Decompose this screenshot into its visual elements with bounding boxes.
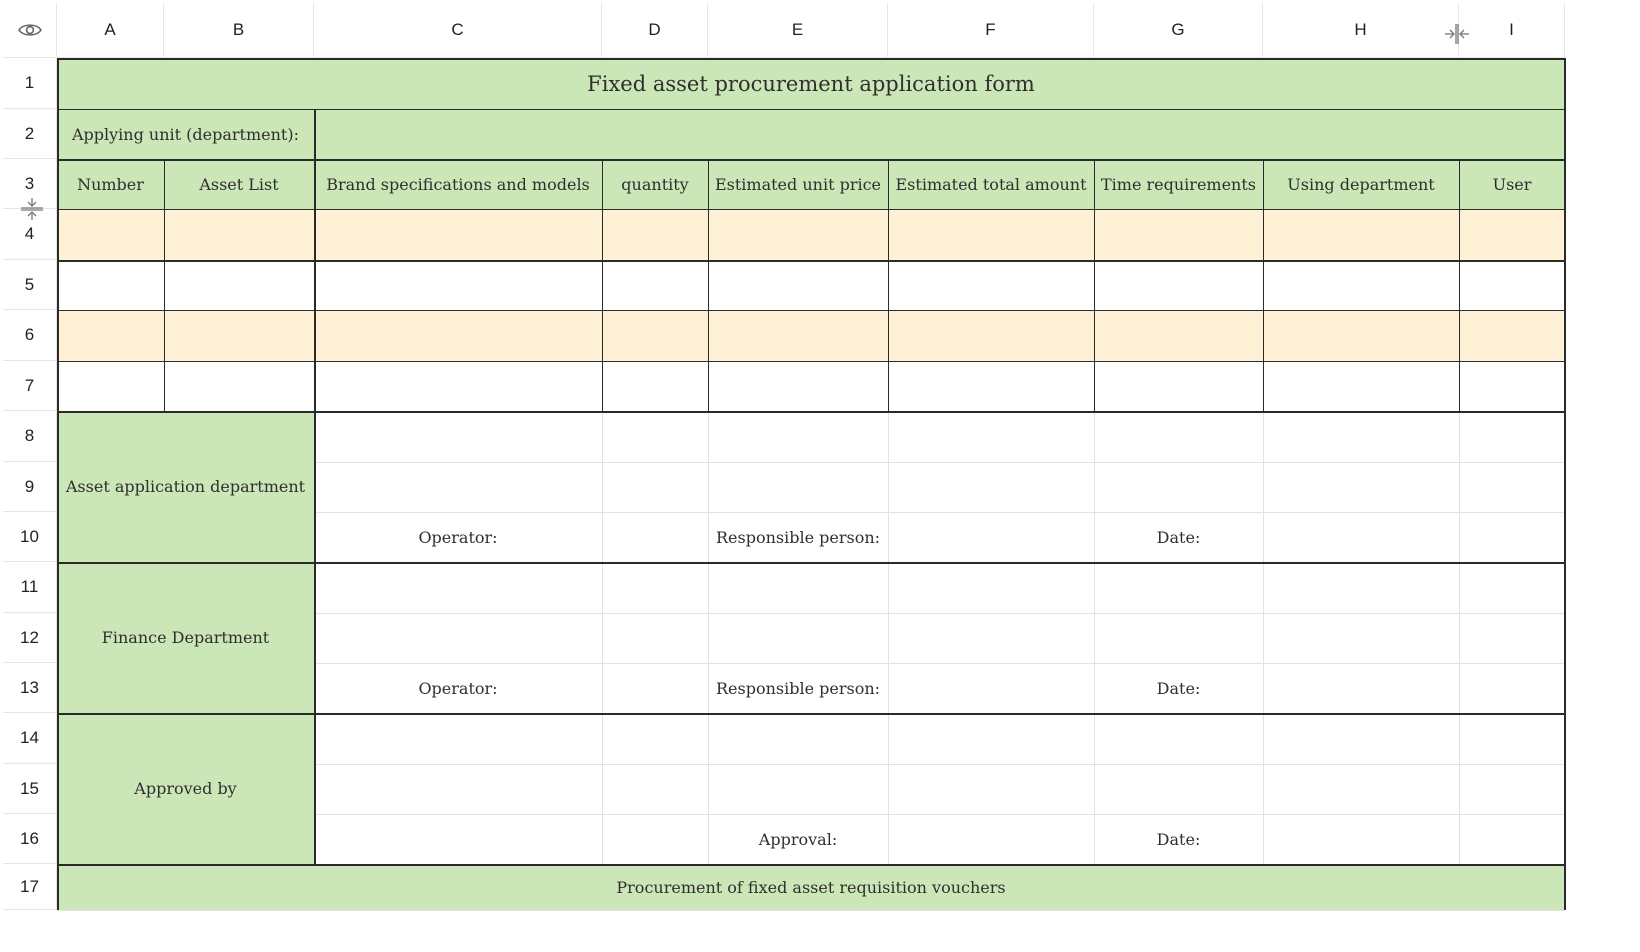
application-date-label: Date: — [1156, 527, 1201, 547]
finance-responsible-label: Responsible person: — [715, 678, 881, 698]
header-estimated-unit-price: Estimated unit price — [714, 174, 882, 194]
gridline — [314, 613, 1565, 614]
header-number: Number — [77, 174, 144, 194]
row-header-17[interactable]: 17 — [3, 864, 57, 910]
gridline — [708, 411, 709, 864]
row-header-6[interactable]: 6 — [3, 310, 57, 361]
gridline — [888, 411, 889, 864]
row-header-9[interactable]: 9 — [3, 462, 57, 512]
row-header-7[interactable]: 7 — [3, 361, 57, 411]
gridline — [314, 764, 1565, 765]
eye-icon[interactable] — [18, 22, 42, 38]
row-resize-icon[interactable] — [20, 197, 44, 221]
asset-application-department-label: Asset application department — [65, 477, 306, 496]
gridline — [1094, 411, 1095, 864]
header-brand-specifications: Brand specifications and models — [326, 174, 590, 194]
column-header-c[interactable]: C — [314, 3, 602, 58]
column-header-b[interactable]: B — [164, 3, 314, 58]
header-user: User — [1492, 174, 1532, 194]
row-header-4[interactable]: 4 — [3, 209, 57, 260]
approval-date-label: Date: — [1156, 829, 1201, 849]
approved-by-label: Approved by — [134, 779, 237, 798]
row-header-8[interactable]: 8 — [3, 411, 57, 462]
gridline — [314, 814, 1565, 815]
application-operator-label: Operator: — [418, 527, 498, 547]
spreadsheet — [3, 3, 1637, 949]
column-header-a[interactable]: A — [57, 3, 164, 58]
row-header-13[interactable]: 13 — [3, 663, 57, 713]
header-time-requirements: Time requirements — [1101, 174, 1256, 194]
form-title: Fixed asset procurement application form — [587, 71, 1035, 96]
column-header-f[interactable]: F — [888, 3, 1094, 58]
gridline — [1263, 411, 1264, 864]
column-header-g[interactable]: G — [1094, 3, 1263, 58]
column-header-i[interactable]: I — [1459, 3, 1565, 58]
header-asset-list: Asset List — [199, 174, 279, 194]
row-header-3[interactable]: 3 — [3, 159, 57, 209]
row-header-16[interactable]: 16 — [3, 814, 57, 864]
row-header-12[interactable]: 12 — [3, 613, 57, 663]
finance-operator-label: Operator: — [418, 678, 498, 698]
gridline — [57, 910, 1565, 911]
row-header-10[interactable]: 10 — [3, 512, 57, 562]
row-header-2[interactable]: 2 — [3, 109, 57, 159]
finance-date-label: Date: — [1156, 678, 1201, 698]
row-header-5[interactable]: 5 — [3, 260, 57, 310]
footer-text: Procurement of fixed asset requisition vouchers — [616, 877, 1006, 897]
column-resize-icon[interactable] — [1444, 23, 1470, 45]
row-header-11[interactable]: 11 — [3, 562, 57, 613]
row-header-1[interactable]: 1 — [3, 58, 57, 109]
gridline — [314, 462, 1565, 463]
gridline — [1459, 411, 1460, 864]
header-using-department: Using department — [1287, 174, 1435, 194]
table-row — [57, 209, 1565, 260]
header-quantity: quantity — [621, 174, 689, 194]
finance-department-label: Finance Department — [101, 628, 270, 647]
column-header-e[interactable]: E — [708, 3, 888, 58]
select-all-corner[interactable] — [3, 3, 57, 58]
column-header-d[interactable]: D — [602, 3, 708, 58]
application-responsible-label: Responsible person: — [715, 527, 881, 547]
table-row — [57, 310, 1565, 361]
approval-label: Approval: — [758, 829, 838, 849]
row-header-15[interactable]: 15 — [3, 764, 57, 814]
row-header-14[interactable]: 14 — [3, 713, 57, 764]
column-header-h[interactable]: H — [1263, 3, 1459, 58]
gridline — [602, 411, 603, 864]
header-estimated-total-amount: Estimated total amount — [895, 174, 1087, 194]
applying-unit-label: Applying unit (department): — [71, 124, 299, 144]
